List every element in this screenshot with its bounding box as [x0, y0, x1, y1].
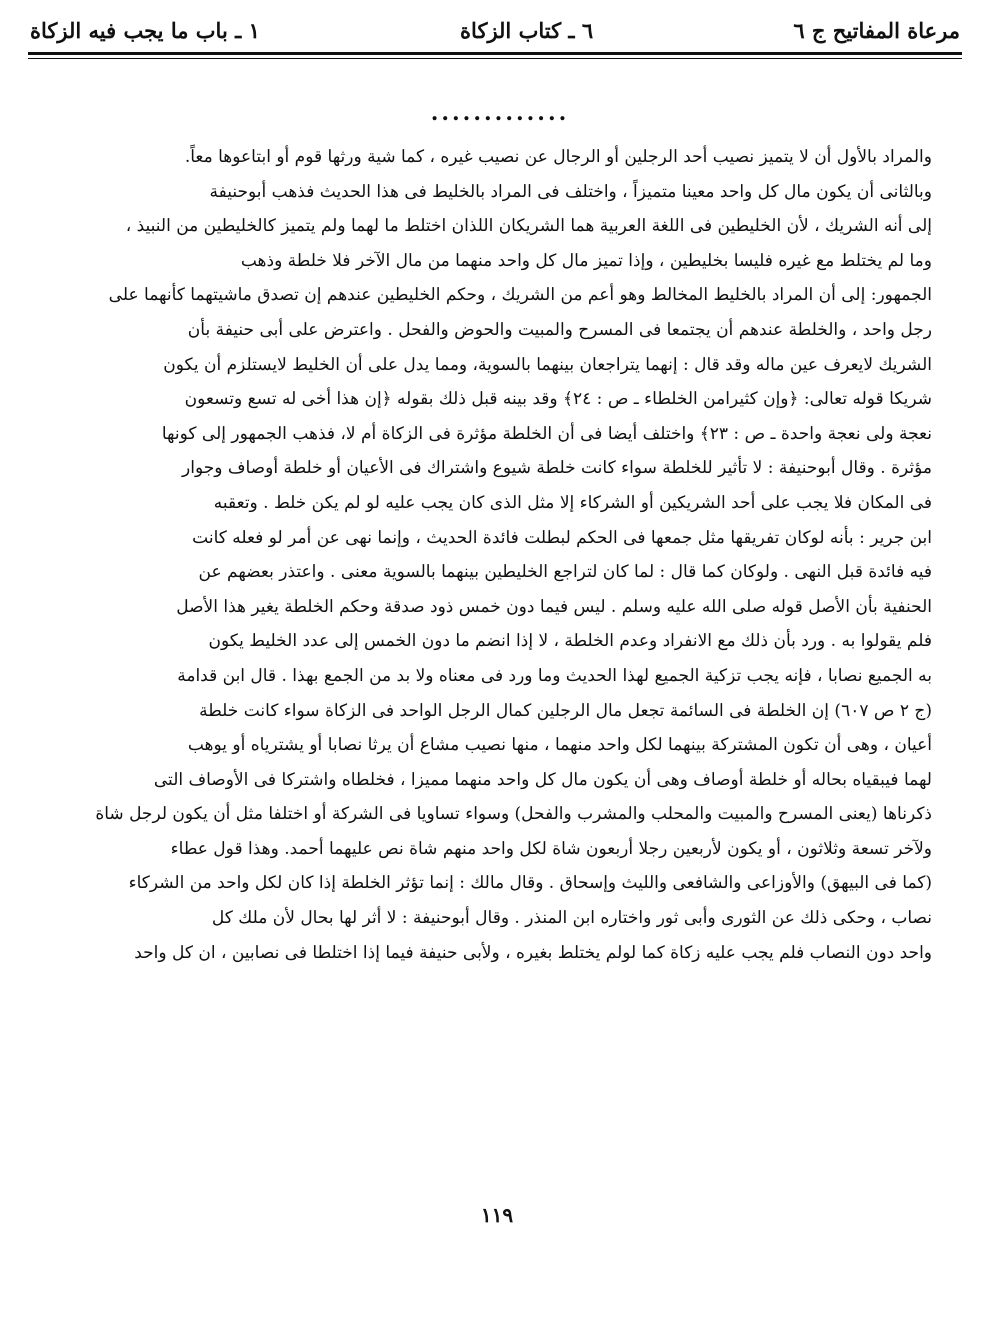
text-line: رجل واحد ، والخلطة عندهم أن يجتمعا فى المسرح والمبيت والحوض والفحل . واعترض على أبى حنيفة بأن — [187, 319, 932, 340]
header-rule-thin — [28, 58, 962, 59]
text-line: إلى أنه الشريك ، لأن الخليطين فى اللغة العربية هما الشريكان اللذان اختلط ما لهما ولم يتميز كالخليطين من النبيذ ، — [125, 216, 932, 237]
chapter-title: ٦ ـ كتاب الزكاة — [460, 17, 594, 43]
text-line: به الجميع نصابا ، فإنه يجب تزكية الجميع لهذا الحديث وما ورد فى معناه ولا بد من الجمع بهذا . قال ابن قدامة — [177, 665, 932, 686]
body-text — [66, 140, 932, 970]
page-number: ١١٩ — [480, 1203, 514, 1227]
running-header — [30, 10, 960, 50]
text-line: ذكرناها (يعنى المسرح والمبيت والمحلب والمشرب والفحل) وسواء تساويا فى الشركة أو اختلفا مثل أن يكون لرجل شاة — [95, 804, 932, 825]
text-line: فلم يقولوا به . ورد بأن ذلك مع الانفراد وعدم الخلطة ، لا إذا انضم ما دون الخمس إلى عدد الخليط يكون — [208, 631, 932, 652]
text-line: أعيان ، وهى أن تكون المشتركة بينهما لكل واحد منهما ، منها نصيب مشاع أن يرثا نصابا أو يشترياه أو يوهب — [187, 735, 932, 756]
text-line: واحد دون النصاب فلم يجب عليه زكاة كما لولم يختلط بغيره ، ولأبى حنيفة فيما إذا اختلطا فى نصابين ، ان كل واحد — [134, 942, 932, 963]
text-line: مؤثرة . وقال أبوحنيفة : لا تأثير للخلطة سواء كانت خلطة شيوع واشتراك فى الأعيان أو خلطة أوصاف وجوار — [182, 458, 932, 479]
text-line: لهما فيبقياه بحاله أو خلطة أوصاف وهى أن يكون مال كل واحد منهما مميزا ، فخلطاه واشتركا فى الأوصاف التى — [153, 769, 932, 790]
header-rule-thick — [28, 52, 962, 55]
text-line: نعجة ولى نعجة واحدة ـ ص : ٢٣﴾ واختلف أيضا فى أن الخلطة مؤثرة فى الزكاة أم لا، فذهب الجمهور إلى كونها — [161, 423, 932, 444]
section-title: ١ ـ باب ما يجب فيه الزكاة — [30, 17, 260, 43]
text-line: (كما فى البيهق) والأوزاعى والشافعى والليث وإسحاق . وقال مالك : إنما تؤثر الخلطة إذا كان لكل واحد من الشركاء — [128, 873, 932, 894]
text-line: نصاب ، وحكى ذلك عن الثورى وأبى ثور واختاره ابن المنذر . وقال أبوحنيفة : لا أثر لها بحال لأن ملك كل — [211, 908, 932, 929]
text-line: ولآخر تسعة وثلاثون ، أو يكون لأربعين رجلا أربعون شاة لكل واحد منهم شاة نص عليهما أحمد. وهذا قول عطاء — [170, 838, 932, 859]
text-line: فيه فائدة قبل النهى . ولوكان كما قال : لما كان لتراجع الخليطين بينهما بالسوية معنى . واعتذر بعضهم عن — [198, 562, 932, 583]
text-line: وبالثانى أن يكون مال كل واحد معينا متميزاً ، واختلف فى المراد بالخليط فى هذا الحديث فذهب أبوحنيفة — [209, 181, 932, 202]
text-line: الشريك لايعرف عين ماله وقد قال : إنهما يتراجعان بينهما بالسوية، ومما يدل على أن الخليط لايستلزم أن يكون — [163, 354, 932, 375]
text-line: ابن جرير : بأنه لوكان تفريقها مثل جمعها فى الحكم لبطلت فائدة الحديث ، وإنما نهى عن أمر لو فعله كانت — [192, 527, 932, 548]
text-line: والمراد بالأول أن لا يتميز نصيب أحد الرجلين أو الرجال عن نصيب غيره ، كما شية ورثها قوم أو ابتاعوها معاً. — [184, 147, 932, 167]
text-line: شريكا قوله تعالى: ﴿وإن كثيرامن الخلطاء ـ ص : ٢٤﴾ وقد بينه قبل ذلك بقوله ﴿إن هذا أخى له تسع وتسعون — [184, 389, 932, 410]
separator-dots: ............. — [430, 100, 570, 126]
text-line: الحنفية بأن الأصل قوله صلى الله عليه وسلم . ليس فيما دون خمس ذود صدقة وحكم الخلطة يغير هذا الأصل — [176, 596, 932, 617]
text-line: فى المكان فلا يجب على أحد الشريكين أو الشركاء إلا مثل الذى كان يجب عليه لو لم يكن خلط . وتعقبه — [213, 492, 932, 513]
book-title: مرعاة المفاتيح ج ٦ — [793, 17, 960, 43]
text-line: الجمهور: إلى أن المراد بالخليط المخالط وهو أعم من الشريك ، وحكم الخليطين عندهم إن تصدق ماشيتهما كأنهما على — [108, 285, 932, 306]
text-line: (ج ٢ ص ٦٠٧) إن الخلطة فى السائمة تجعل مال الرجلين كمال الرجل الواحد فى الزكاة سواء كانت خلطة — [199, 700, 932, 721]
text-line: وما لم يختلط مع غيره فليسا بخليطين ، وإذا تميز مال كل واحد منهما من مال الآخر فلا خلطة وذهب — [240, 250, 932, 271]
